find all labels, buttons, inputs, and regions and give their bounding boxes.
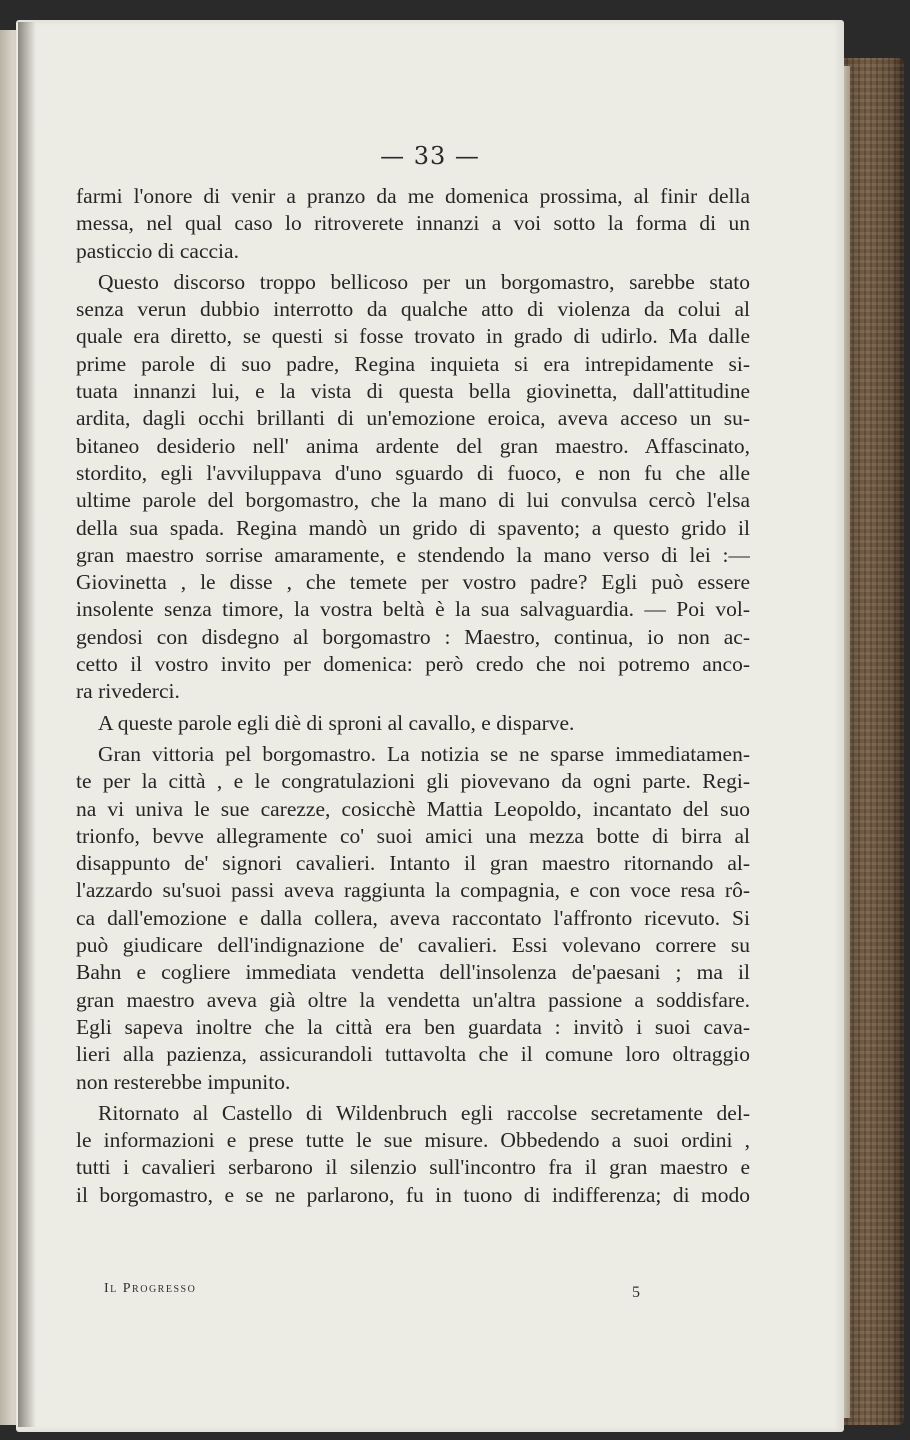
paragraph: [76, 741, 750, 1096]
text-line: senza verun dubbio interrotto da qualche atto di violenza da colui al: [76, 297, 750, 322]
text-line: insolente senza timore, la vostra beltà è la sua salvaguardia. — Poi vol-: [76, 597, 750, 622]
text-line: Gran vittoria pel borgomastro. La notizia se ne sparse immediatamen-: [98, 741, 750, 766]
text-line: tuata innanzi lui, e la vista di questa bella giovinetta, dall'attitudine: [76, 379, 750, 404]
text-line: te per la città , e le congratulazioni gli piovevano da ogni parte. Regi-: [76, 769, 750, 794]
book-page: [16, 20, 844, 1432]
text-line: gran maestro aveva già oltre la vendetta un'altra passione a soddisfare.: [76, 987, 750, 1012]
text-line: stordito, egli l'avviluppava d'uno sguardo di fuoco, e non fu che alle: [76, 460, 750, 485]
text-line: il borgomastro, e se ne parlarono, fu in tuono di indifferenza; di modo: [76, 1182, 750, 1207]
paragraph: [76, 1100, 750, 1209]
text-line: pasticcio di caccia.: [76, 238, 239, 263]
text-line: non resterebbe impunito.: [76, 1069, 291, 1094]
paragraph: [76, 710, 750, 737]
text-line: ardita, dagli occhi brillanti di un'emozione eroica, aveva acceso un su-: [76, 406, 750, 431]
text-line: Giovinetta , le disse , che temete per vostro padre? Egli può essere: [76, 570, 750, 595]
text-line: ca dall'emozione e dalla collera, aveva raccontato l'affronto ricevuto. Si: [76, 905, 750, 930]
page-number: — 33 —: [380, 142, 480, 170]
text-line: messa, nel qual caso lo ritroverete innanzi a voi sotto la forma di un: [76, 211, 750, 236]
text-line: farmi l'onore di venir a pranzo da me domenica prossima, al finir della: [76, 184, 750, 208]
text-line: trionfo, bevve allegramente co' suoi amici una mezza botte di birra al: [76, 823, 750, 848]
text-line: l'azzardo su'suoi passi aveva raggiunta la compagnia, e con voce resa rô-: [76, 878, 750, 903]
text-line: A queste parole egli diè di sproni al cavallo, e disparve.: [98, 710, 575, 735]
text-line: na vi univa le sue carezze, cosicchè Mattia Leopoldo, incantato del suo: [76, 796, 750, 821]
text-line: quale era diretto, se questi si fosse trovato in grado di udirlo. Ma dalle: [76, 324, 750, 349]
text-line: gendosi con disdegno al borgomastro : Maestro, continua, io non ac-: [76, 624, 750, 649]
text-line: disappunto de' signori cavalieri. Intanto il gran maestro ritornando al-: [76, 851, 750, 876]
text-line: bitaneo desiderio nell' anima ardente del gran maestro. Affascinato,: [76, 433, 750, 458]
gutter-shadow: [18, 22, 36, 1427]
text-line: Bahn e cogliere immediata vendetta dell'insolenza de'paesani ; ma il: [76, 960, 750, 985]
text-line: cetto il vostro invito per domenica: però credo che noi potremo anco-: [76, 652, 750, 677]
text-line: Ritornato al Castello di Wildenbruch egli raccolse secretamente del-: [98, 1100, 750, 1125]
text-line: prime parole di suo padre, Regina inquieta si era intrepidamente si-: [76, 351, 750, 376]
text-line: della sua spada. Regina mandò un grido di spavento; a questo grido il: [76, 515, 750, 540]
text-line: Egli sapeva inoltre che la città era ben guardata : invitò i suoi cava-: [76, 1014, 750, 1039]
text-line: le informazioni e prese tutte le sue misure. Obbedendo a suoi ordini ,: [76, 1128, 750, 1153]
text-line: ultime parole del borgomastro, che la mano di lui convulsa cercò l'elsa: [76, 488, 750, 513]
signature-mark: Il Progresso: [104, 1281, 197, 1296]
text-line: ra rivederci.: [76, 679, 180, 704]
text-line: Questo discorso troppo bellicoso per un borgomastro, sarebbe stato: [98, 269, 750, 294]
sheet-number: 5: [632, 1284, 640, 1301]
text-line: tutti i cavalieri serbarono il silenzio sull'incontro fra il gran maestro e: [76, 1155, 750, 1180]
paragraph: [76, 269, 750, 706]
text-line: gran maestro sorrise amaramente, e stendendo la mano verso di lei :—: [76, 542, 750, 567]
body-text: [76, 183, 750, 1209]
text-line: può giudicare dell'indignazione de' cavalieri. Essi volevano correre su: [76, 933, 750, 958]
text-line: lieri alla pazienza, assicurandoli tuttavolta che il comune loro oltraggio: [76, 1042, 750, 1067]
paragraph: [76, 183, 750, 265]
